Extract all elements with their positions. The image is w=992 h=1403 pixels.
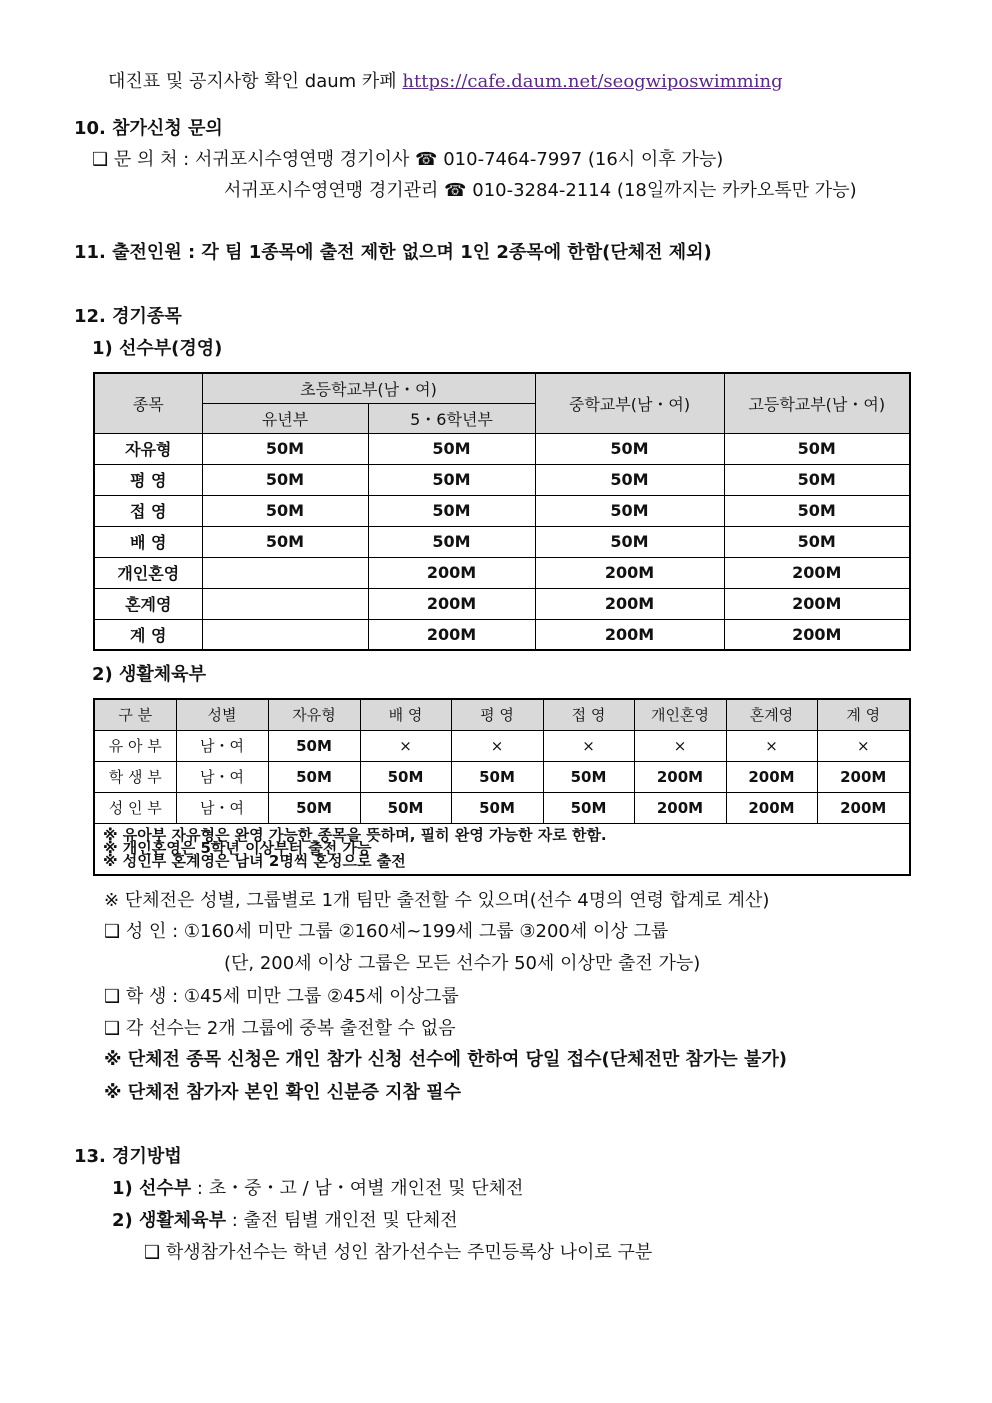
cell: 200M	[817, 792, 910, 823]
header-butterfly: 접 영	[543, 699, 634, 730]
cell: 50M	[268, 730, 360, 761]
section-12-title: 12. 경기종목	[74, 306, 182, 327]
student-groups: ❑ 학 생 : ①45세 미만 그룹 ②45세 이상그룹	[104, 986, 459, 1007]
method-lifestyle	[112, 1209, 458, 1233]
method-athlete-text: : 초・중・고 / 남・여별 개인전 및 단체전	[191, 1178, 524, 1199]
section-11-text: 11. 출전인원 : 각 팀 1종목에 출전 제한 없으며 1인 2종목에 한함(단체전 제외)	[74, 242, 712, 263]
table-row	[94, 433, 910, 464]
cafe-notice-text: 대진표 및 공지사항 확인 daum 카페	[108, 71, 403, 92]
division-name: 유 아 부	[94, 730, 176, 761]
header-upper-grade: 5・6학년부	[368, 403, 535, 433]
header-gender: 성별	[176, 699, 268, 730]
method-lifestyle-text: : 출전 팀별 개인전 및 단체전	[225, 1210, 458, 1231]
note-line: ※ 개인혼영은 5학년 이상부터 출전 가능	[103, 839, 372, 858]
cell: 200M	[634, 792, 726, 823]
table-notes	[94, 823, 910, 875]
no-duplicate-note: ❑ 각 선수는 2개 그룹에 중복 출전할 수 없음	[104, 1018, 456, 1039]
section-10-title: 10. 참가신청 문의	[74, 118, 223, 139]
cell: 50M	[724, 495, 910, 526]
cell	[202, 619, 368, 650]
cafe-notice-line	[108, 70, 783, 94]
id-required-note: ※ 단체전 참가자 본인 확인 신분증 지참 필수	[104, 1082, 461, 1103]
header-high: 고등학교부(남・여)	[724, 373, 910, 433]
age-basis-note: ❑ 학생참가선수는 학년 성인 참가선수는 주민등록상 나이로 구분	[144, 1242, 653, 1263]
cell: 200M	[724, 588, 910, 619]
table-row	[94, 588, 910, 619]
cell: 50M	[368, 464, 535, 495]
cell	[202, 557, 368, 588]
cell: 50M	[202, 526, 368, 557]
lifestyle-events-table	[93, 698, 911, 876]
cell: 200M	[817, 761, 910, 792]
athlete-events-table	[93, 372, 911, 651]
cell: 50M	[543, 761, 634, 792]
cell: ×	[634, 730, 726, 761]
cell: 50M	[724, 526, 910, 557]
contact-line-2: 서귀포시수영연맹 경기관리 ☎ 010-3284-2114 (18일까지는 카카오톡만 가능)	[224, 180, 857, 201]
cell: 50M	[535, 464, 724, 495]
cell: 50M	[202, 464, 368, 495]
header-individual-medley: 개인혼영	[634, 699, 726, 730]
cell: ×	[451, 730, 543, 761]
table-row	[94, 495, 910, 526]
cell: 200M	[724, 619, 910, 650]
cell: 50M	[202, 433, 368, 464]
team-event-note: ※ 단체전은 성별, 그룹별로 1개 팀만 출전할 수 있으며(선수 4명의 연령 합계로 계산)	[104, 890, 770, 911]
cell: 50M	[535, 495, 724, 526]
cell: ×	[360, 730, 451, 761]
lifestyle-division-title: 2) 생활체육부	[92, 664, 206, 685]
note-line: ※ 성인부 혼계영은 남녀 2명씩 혼성으로 출전	[103, 852, 406, 871]
header-elementary: 초등학교부(남・여)	[202, 373, 535, 403]
event-name: 혼계영	[94, 588, 202, 619]
athlete-division-title: 1) 선수부(경영)	[92, 338, 223, 359]
cell: 200M	[535, 619, 724, 650]
section-13-title: 13. 경기방법	[74, 1146, 182, 1167]
table-row	[94, 557, 910, 588]
header-middle: 중학교부(남・여)	[535, 373, 724, 433]
event-name: 접 영	[94, 495, 202, 526]
adult-groups: ❑ 성 인 : ①160세 미만 그룹 ②160세~199세 그룹 ③200세 이상 그룹	[104, 921, 669, 942]
event-name: 계 영	[94, 619, 202, 650]
cell: 200M	[368, 588, 535, 619]
table-row	[94, 619, 910, 650]
cell: 50M	[451, 761, 543, 792]
cell: ×	[543, 730, 634, 761]
cell: 50M	[724, 464, 910, 495]
table-row	[94, 761, 910, 792]
division-name: 성 인 부	[94, 792, 176, 823]
cell: 50M	[268, 792, 360, 823]
event-name: 자유형	[94, 433, 202, 464]
event-name: 개인혼영	[94, 557, 202, 588]
cell	[202, 588, 368, 619]
table-row	[94, 526, 910, 557]
table-row	[94, 792, 910, 823]
method-athlete-label: 1) 선수부	[112, 1178, 192, 1199]
header-freestyle: 자유형	[268, 699, 360, 730]
gender: 남・여	[176, 792, 268, 823]
gender: 남・여	[176, 730, 268, 761]
cell: 200M	[368, 619, 535, 650]
method-athlete	[112, 1177, 523, 1201]
division-name: 학 생 부	[94, 761, 176, 792]
cell: 200M	[368, 557, 535, 588]
cell: 50M	[535, 526, 724, 557]
cell: 50M	[451, 792, 543, 823]
table-row	[94, 464, 910, 495]
cafe-link[interactable]: https://cafe.daum.net/seogwiposwimming	[402, 71, 783, 92]
event-name: 배 영	[94, 526, 202, 557]
cell: 50M	[543, 792, 634, 823]
contact-line-1: ❑ 문 의 처 : 서귀포시수영연맹 경기이사 ☎ 010-7464-7997 (16시 이후 가능)	[92, 149, 724, 170]
table-row	[94, 730, 910, 761]
method-lifestyle-label: 2) 생활체육부	[112, 1210, 226, 1231]
cell: 200M	[634, 761, 726, 792]
cell: 50M	[368, 495, 535, 526]
cell: 50M	[360, 761, 451, 792]
cell: 200M	[724, 557, 910, 588]
cell: 200M	[726, 761, 817, 792]
header-freestyle-relay: 계 영	[817, 699, 910, 730]
cell: 200M	[535, 588, 724, 619]
cell: 50M	[202, 495, 368, 526]
cell: ×	[726, 730, 817, 761]
event-name: 평 영	[94, 464, 202, 495]
cell: 50M	[368, 526, 535, 557]
gender: 남・여	[176, 761, 268, 792]
adult-groups-note: (단, 200세 이상 그룹은 모든 선수가 50세 이상만 출전 가능)	[224, 953, 701, 974]
cell: 50M	[268, 761, 360, 792]
header-division: 구 분	[94, 699, 176, 730]
cell: ×	[817, 730, 910, 761]
header-event: 종목	[94, 373, 202, 433]
header-backstroke: 배 영	[360, 699, 451, 730]
cell: 200M	[726, 792, 817, 823]
cell: 50M	[368, 433, 535, 464]
header-lower-grade: 유년부	[202, 403, 368, 433]
cell: 50M	[535, 433, 724, 464]
cell: 200M	[535, 557, 724, 588]
header-medley-relay: 혼계영	[726, 699, 817, 730]
team-registration-note: ※ 단체전 종목 신청은 개인 참가 신청 선수에 한하여 당일 접수(단체전만 참가는 불가)	[104, 1049, 787, 1070]
note-line: ※ 유아부 자유형은 완영 가능한 종목을 뜻하며, 필히 완영 가능한 자로 한함.	[103, 826, 607, 845]
cell: 50M	[360, 792, 451, 823]
cell: 50M	[724, 433, 910, 464]
header-breaststroke: 평 영	[451, 699, 543, 730]
